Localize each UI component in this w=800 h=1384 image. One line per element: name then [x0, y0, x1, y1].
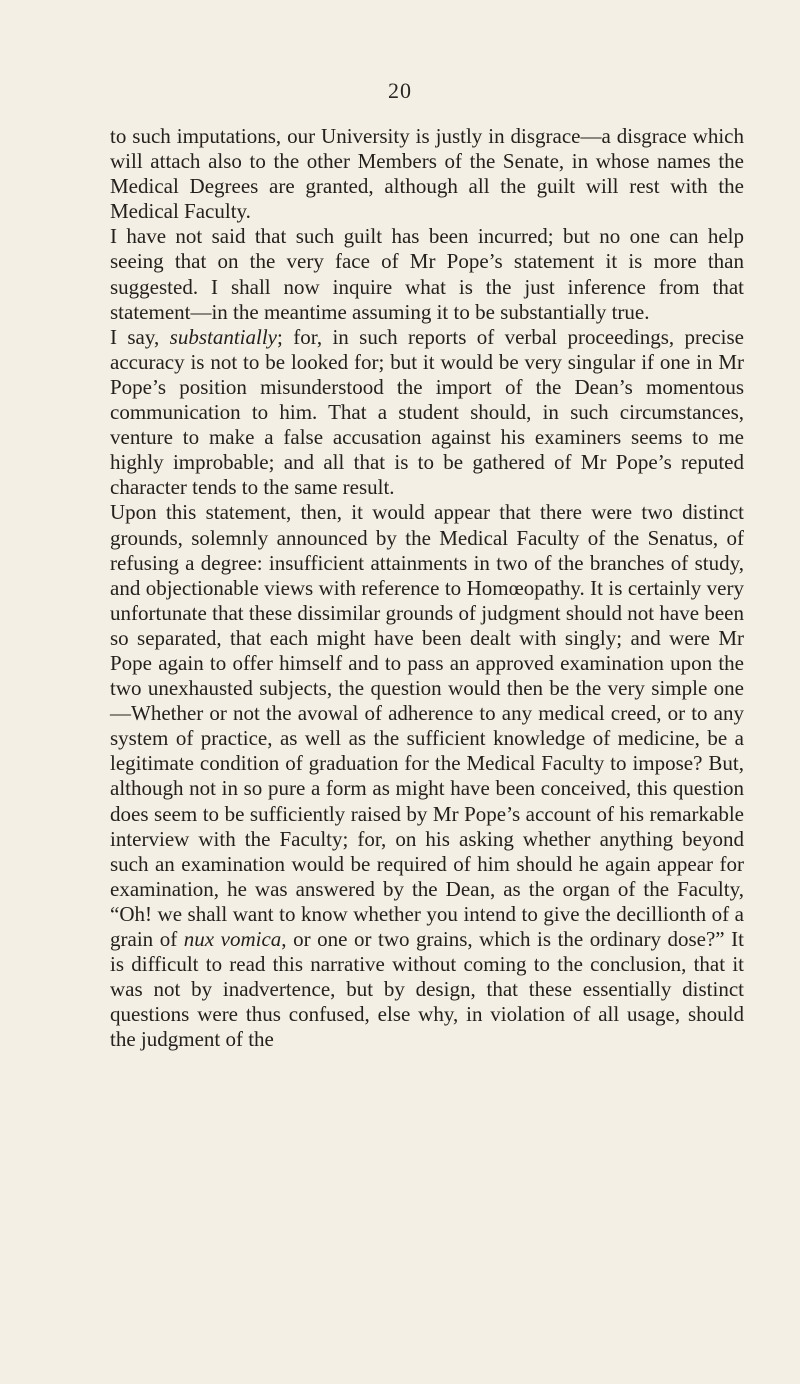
italic-text-segment: substantially — [169, 324, 277, 349]
paragraph — [110, 224, 744, 324]
text-segment: to such imputations, our University is justly in disgrace—a disgrace which will attach also to the other Members of the Senate, in whose names the Medical Degrees are granted, although all the guilt will rest with the Medical Faculty. — [110, 124, 744, 224]
text-segment: I have not said that such guilt has been incurred; but no one can help seeing that on the very face of Mr Pope’s statement it is more than suggested. I shall now inquire what is the just inference from that statement—in the meantime assuming it to be substantially true. — [110, 224, 744, 324]
paragraph — [110, 500, 744, 1052]
paragraph — [110, 124, 744, 224]
text-segment: ; for, in such reports of verbal proceedings, precise accuracy is not to be looked for; but it would be very singular if one in Mr Pope’s position misunderstood the import of the Dean’s momentous communication to him. That a student should, in such circumstances, venture to make a false accusation against his examiners seems to me highly improbable; and all that is to be gathered of Mr Pope’s reputed character tends to the same result. — [110, 324, 745, 500]
page-number: 20 — [388, 78, 412, 103]
body-text — [110, 124, 744, 1052]
text-segment: I say, — [110, 324, 170, 349]
text-segment: Upon this statement, then, it would appear that there were two distinct grounds, solemnly announced by the Medical Faculty of the Senatus, of refusing a degree: insufficient attainments in two of the branches of study, and objectionable views with reference to Homœopathy. It is certainly very unfortunate that these dissimilar grounds of judgment should not have been so separated, that each might have been dealt with singly; and were Mr Pope again to offer himself and to pass an approved examination upon the two unexhausted subjects, the question would then be the very simple one—Whether or not the avowal of adherence to any medical creed, or to any system of practice, as well as the sufficient knowledge of medicine, be a legitimate condition of graduation for the Medical Faculty to impose? But, although not in so pure a form as might have been conceived, this question does seem to be sufficiently raised by Mr Pope’s account of his remarkable interview with the Faculty; for, on his asking whether anything beyond such an examination would be required of him should he again appear for examination, he was answered by the Dean, as the organ of the Faculty, “Oh! we shall want to know whether you intend to give the decillionth of a grain of — [110, 500, 744, 951]
italic-text-segment: nux vomica — [183, 927, 282, 951]
text-segment: , or one or two grains, which is the ordinary dose?” It is difficult to read this narrative without coming to the conclusion, that it was not by inadvertence, but by design, that these essentially distinct questions were thus confused, else why, in violation of all usage, should the judgment of the — [110, 927, 744, 1052]
paragraph — [110, 325, 744, 501]
